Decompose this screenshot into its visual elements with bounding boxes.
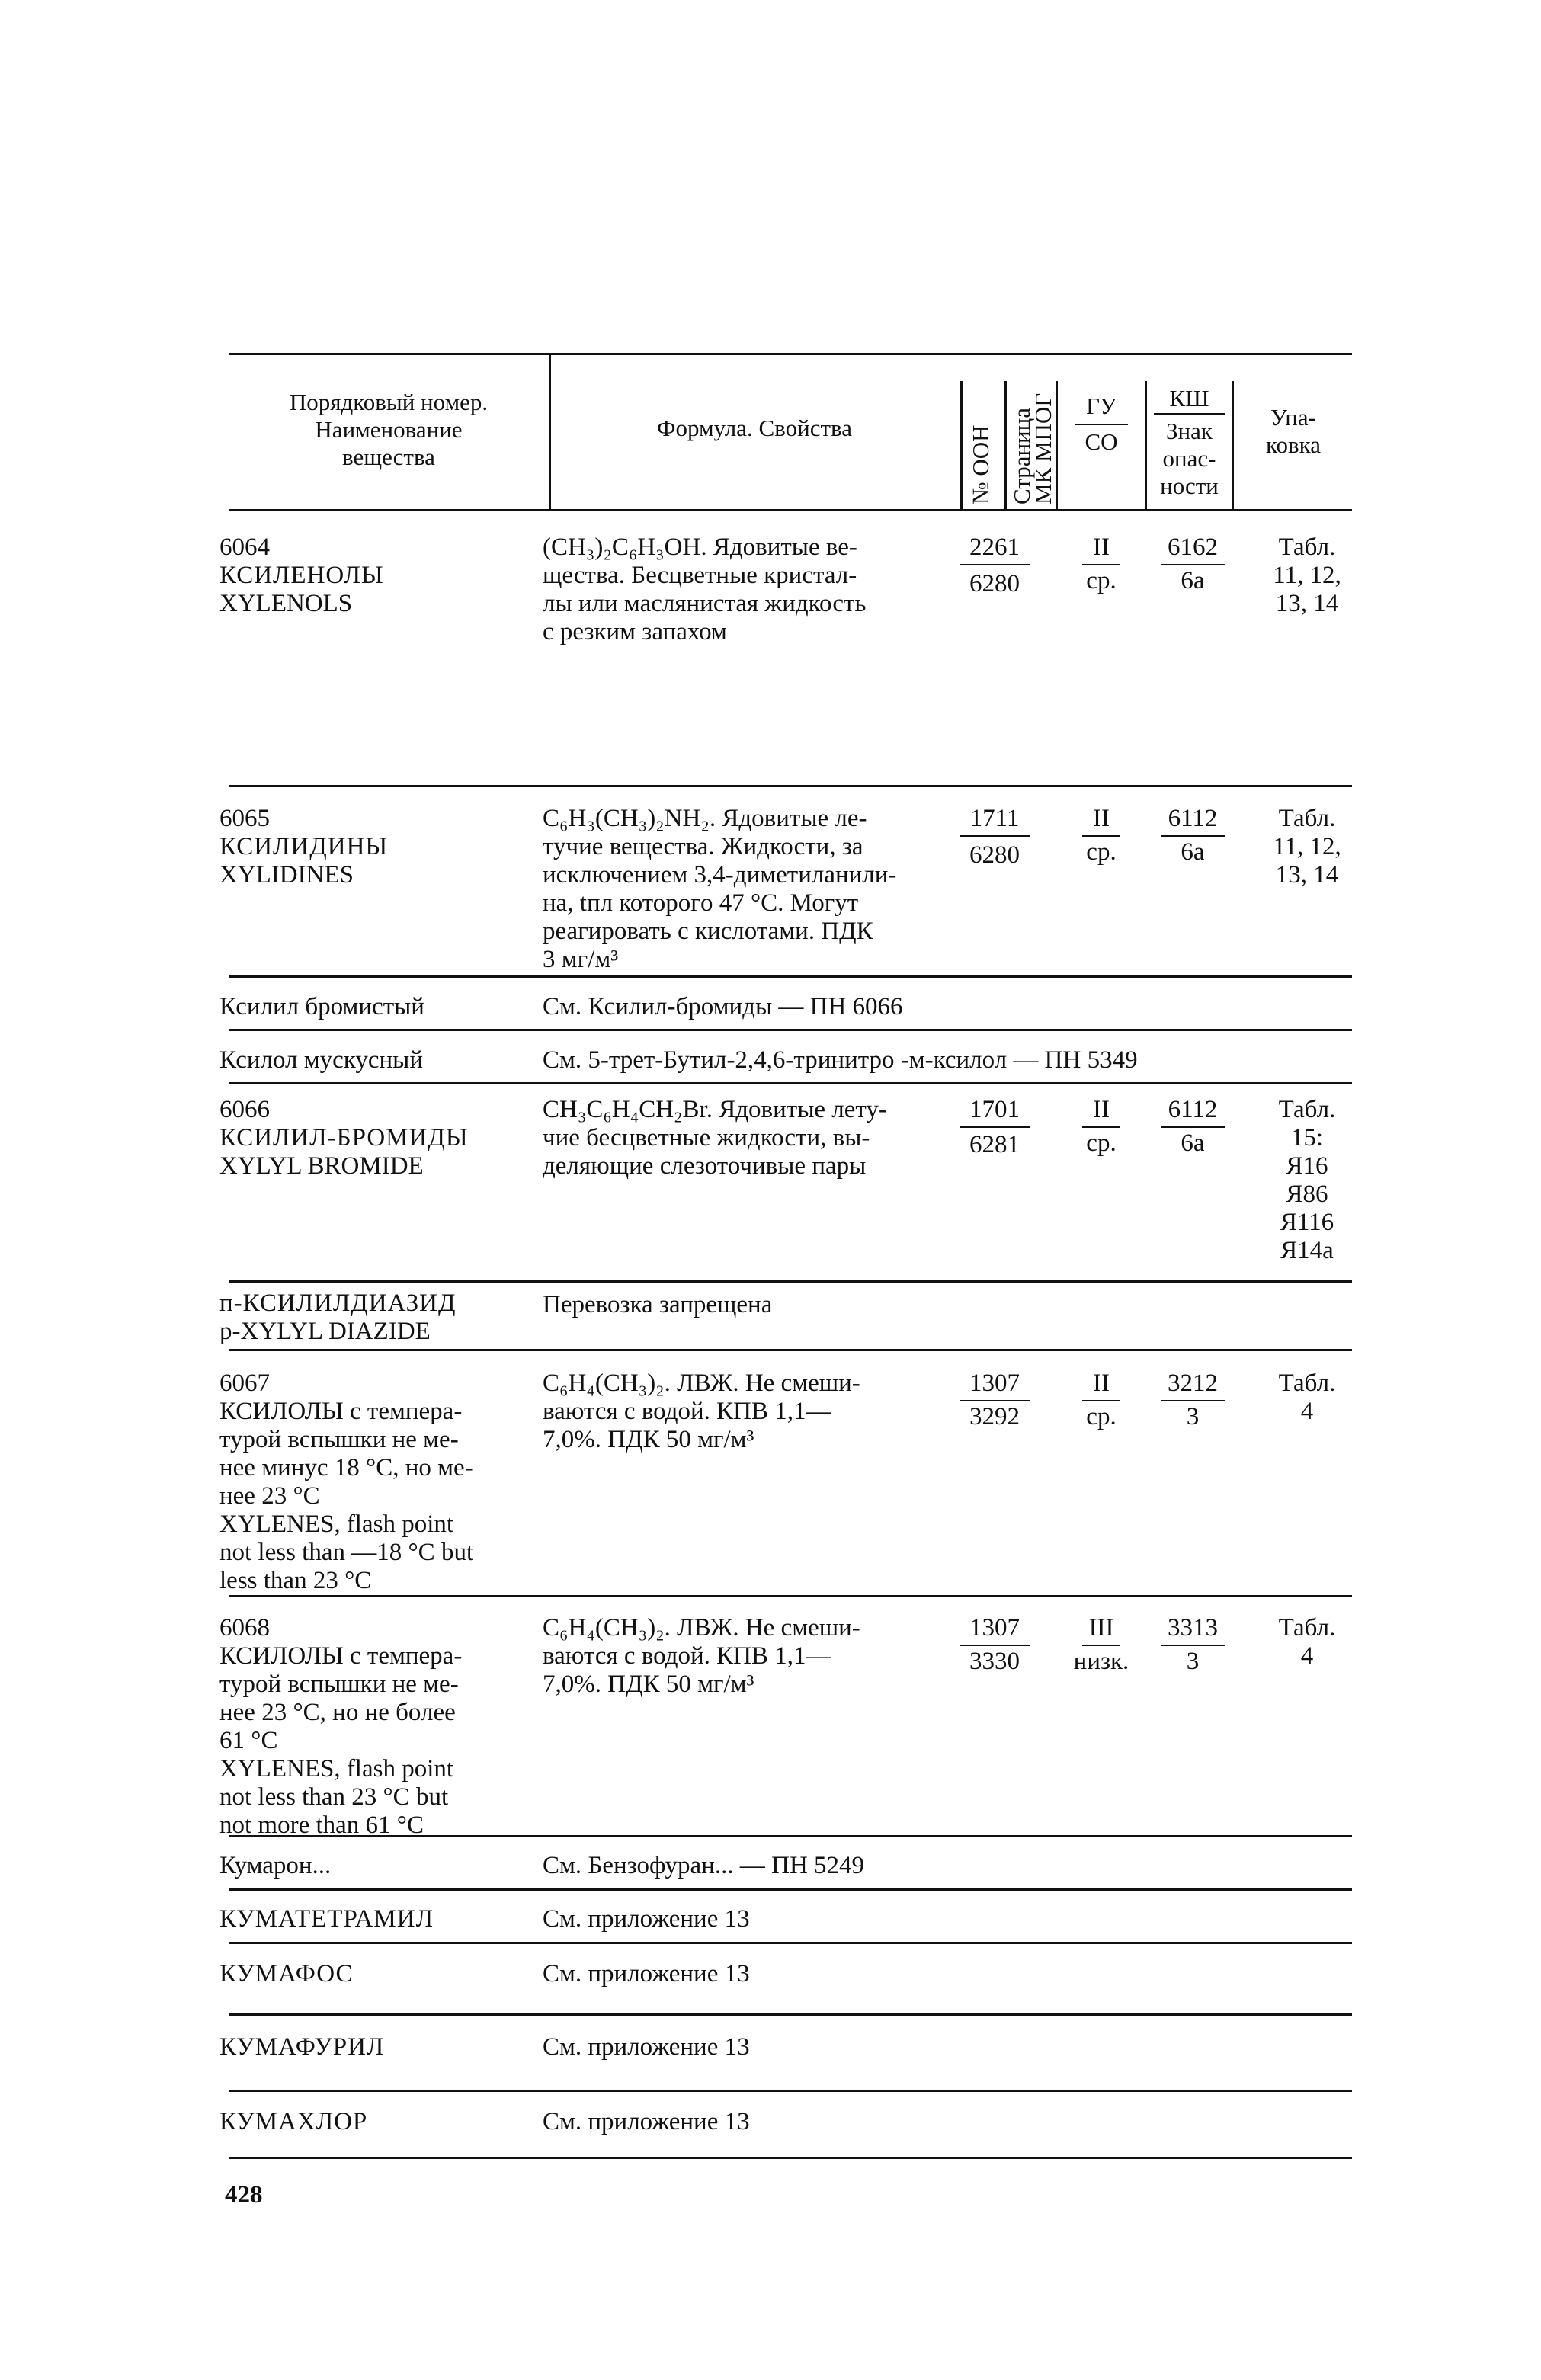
gu-value: II: [1093, 1096, 1110, 1123]
ref-name: КУМАТЕТРАМИЛ: [219, 1905, 434, 1933]
row-rule: [229, 975, 1352, 978]
row-rule: [229, 2157, 1352, 2159]
header-col-mk: МК МПОГ: [1030, 392, 1056, 505]
entry-formula: (CH₃)₂C₆H₃OH. Ядовитые ве- щества. Бесцветные кристал- лы или маслянистая жидкость с резким запахом: [543, 533, 867, 645]
co-value: ср.: [1086, 567, 1117, 594]
fraction-line: [1161, 564, 1225, 565]
co-value: ср.: [1086, 838, 1117, 866]
page-number: 3292: [969, 1403, 1020, 1430]
row-rule: [229, 1280, 1352, 1283]
ref-name: Ксилол мускусный: [219, 1046, 423, 1074]
co-value: ср.: [1086, 1403, 1117, 1430]
ref-text: См. приложение 13: [543, 1905, 750, 1933]
header-divider: [1004, 381, 1007, 509]
ref-text: См. приложение 13: [543, 2108, 750, 2135]
ref-text: См. 5-трет-Бутил-2,4,6-тринитро -м-ксилол — ПН 5349: [543, 1046, 1138, 1074]
fraction-line: [1161, 1126, 1225, 1128]
co-value: низк.: [1073, 1648, 1129, 1675]
entry-name: 6068 КСИЛОЛЫ с темпера- турой вспышки не ме- нее 23 °С, но не более 61 °С XYLENES, flash point not less than 23 °С but not more than 61 °С: [219, 1614, 463, 1839]
ref-text: См. Бензофуран... — ПН 5249: [543, 1852, 865, 1879]
header-col-sign: [1147, 418, 1232, 500]
entry-formula: C₆H₄(CH₃)₂. ЛВЖ. Не смеши- ваются с водой. КПВ 1,1— 7,0%. ПДК 50 мг/м³: [543, 1369, 860, 1453]
header-col-co: СО: [1084, 428, 1118, 455]
entry-formula: C₆H₄(CH₃)₂. ЛВЖ. Не смеши- ваются с водой. КПВ 1,1— 7,0%. ПДК 50 мг/м³: [543, 1614, 860, 1698]
row-rule: [229, 1082, 1352, 1084]
ksh-value: 6162: [1168, 533, 1218, 561]
un-number: 2261: [969, 533, 1020, 561]
fraction-line: [1161, 1645, 1225, 1646]
page-number: 6280: [969, 841, 1020, 869]
fraction-line: [1082, 1645, 1120, 1646]
gu-value: II: [1093, 533, 1110, 561]
gu-value: II: [1093, 805, 1110, 832]
entry-name: 6064 КСИЛЕНОЛЫ XYLENOLS: [219, 533, 384, 617]
sign-value: 6а: [1181, 567, 1205, 594]
entry-formula: CH₃C₆H₄CH₂Br. Ядовитые лету- чие бесцветные жидкости, вы- деляющие слезоточивые пары: [543, 1096, 887, 1180]
row-rule: [229, 1595, 1352, 1597]
sign-value: 3: [1186, 1648, 1200, 1675]
fraction-line: [960, 1126, 1030, 1128]
header-text: вещества: [342, 444, 435, 470]
row-rule: [229, 1835, 1352, 1837]
gu-value: III: [1088, 1614, 1114, 1642]
header-col-page: Страница: [1008, 408, 1035, 505]
ref-text: См. приложение 13: [543, 2033, 750, 2061]
ref-name: КУМАФУРИЛ: [219, 2033, 385, 2061]
ref-text: Перевозка запрещена: [543, 1291, 773, 1318]
fraction-line: [1082, 564, 1120, 565]
row-rule: [229, 785, 1352, 787]
header-text: ковка: [1266, 431, 1321, 458]
entry-name: 6065 КСИЛИДИНЫ XYLIDINES: [219, 805, 389, 889]
header-text: Упа-: [1270, 404, 1316, 431]
header-fraction-line: [1154, 413, 1225, 415]
row-rule: [229, 2013, 1352, 2016]
fraction-line: [1161, 1400, 1225, 1401]
entry-formula: C₆H₃(CH₃)₂NH₂. Ядовитые ле- тучие вещества. Жидкости, за исключением 3,4-диметиланили- на, tпл которого 47 °С. Могут реагировать с кислотами. ПДК 3 мг/м³: [543, 805, 897, 973]
header-text: Наименование: [315, 416, 463, 443]
header-col-ksh: КШ: [1169, 385, 1209, 412]
ref-text: См. приложение 13: [543, 1960, 750, 1988]
pack-value: Табл. 11, 12, 13, 14: [1273, 805, 1341, 889]
pack-value: Табл. 15: Я16 Я86 Я116 Я14а: [1278, 1096, 1336, 1264]
pack-value: Табл. 4: [1278, 1369, 1336, 1425]
fraction-line: [960, 564, 1030, 565]
header-col-name: [229, 389, 549, 471]
row-rule: [229, 1349, 1352, 1351]
fraction-line: [960, 1645, 1030, 1646]
fraction-line: [960, 1400, 1030, 1401]
fraction-line: [960, 835, 1030, 837]
header-fraction-line: [1075, 424, 1128, 425]
header-bottom-rule: [229, 509, 1352, 511]
un-number: 1307: [969, 1614, 1020, 1642]
fraction-line: [1082, 1126, 1120, 1128]
ref-name: Кумарон...: [219, 1852, 332, 1879]
sign-value: 3: [1186, 1403, 1200, 1430]
ksh-value: 3212: [1168, 1369, 1218, 1397]
header-col-pack: [1235, 404, 1352, 459]
ksh-value: 3313: [1168, 1614, 1218, 1642]
fraction-line: [1082, 835, 1120, 837]
sign-value: 6а: [1181, 838, 1205, 866]
page-number: 6281: [969, 1131, 1020, 1158]
page-number-footer: 428: [225, 2181, 263, 2209]
un-number: 1711: [969, 805, 1020, 832]
entry-name: 6067 КСИЛОЛЫ с темпера- турой вспышки не ме- нее минус 18 °С, но ме- нее 23 °С XYLENES, flash point not less than —18 °С but less than 23 °С: [219, 1369, 474, 1594]
ref-text: См. Ксилил-бромиды — ПН 6066: [543, 993, 903, 1020]
ref-name: КУМАФОС: [219, 1960, 354, 1988]
pack-value: Табл. 4: [1278, 1614, 1336, 1670]
row-rule: [229, 2090, 1352, 2092]
fraction-line: [1082, 1400, 1120, 1401]
header-divider: [1232, 381, 1234, 509]
pack-value: Табл. 11, 12, 13, 14: [1273, 533, 1341, 617]
gu-value: II: [1093, 1369, 1110, 1397]
header-text: ности: [1160, 472, 1219, 499]
page-number: 6280: [969, 570, 1020, 597]
header-top-rule: [229, 353, 1352, 355]
fraction-line: [1161, 835, 1225, 837]
co-value: ср.: [1086, 1129, 1117, 1157]
ksh-value: 6112: [1168, 1096, 1218, 1123]
header-col-gu: ГУ: [1086, 392, 1117, 419]
header-col-un: № ООН: [967, 424, 994, 505]
row-rule: [229, 1888, 1352, 1891]
sign-value: 6а: [1181, 1129, 1205, 1157]
un-number: 1701: [969, 1096, 1020, 1123]
page-number: 3330: [969, 1648, 1020, 1675]
row-rule: [229, 1029, 1352, 1031]
header-col-formula: Формула. Свойства: [657, 415, 852, 441]
ref-name: КУМАХЛОР: [219, 2108, 368, 2135]
row-rule: [229, 1942, 1352, 1944]
header-divider: [960, 381, 963, 509]
header-text: Порядковый номер.: [289, 389, 489, 415]
entry-name: 6066 КСИЛИЛ-БРОМИДЫ XYLYL BROMIDE: [219, 1096, 469, 1180]
header-text: Знак: [1166, 418, 1213, 444]
header-text: опас-: [1162, 445, 1216, 472]
ksh-value: 6112: [1168, 805, 1218, 832]
un-number: 1307: [969, 1369, 1020, 1397]
ref-name: п-КСИЛИЛДИАЗИД p-XYLYL DIAZIDE: [219, 1289, 457, 1345]
ref-name: Ксилил бромистый: [219, 993, 424, 1020]
